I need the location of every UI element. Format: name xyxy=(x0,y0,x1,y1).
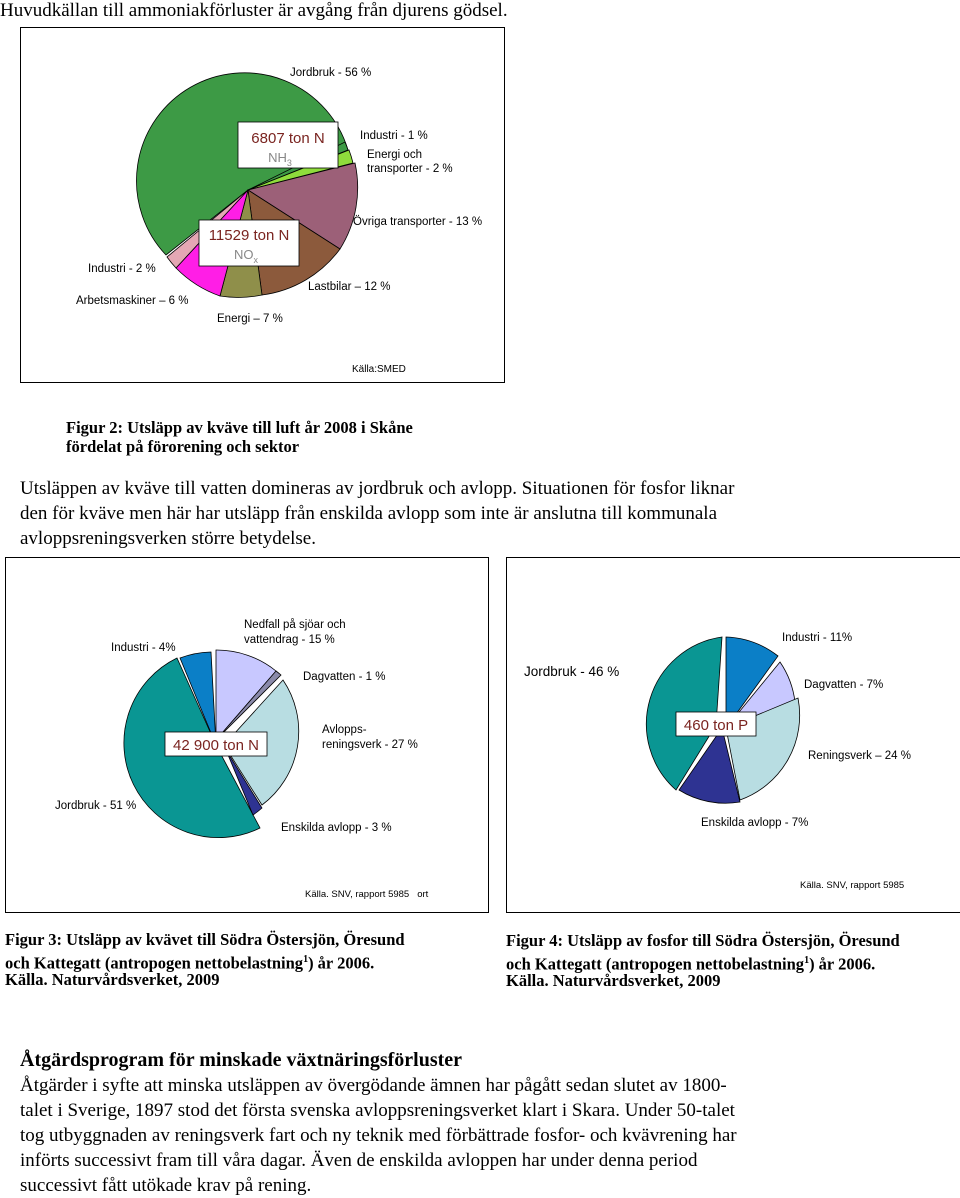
nh3-center-label: $NH_3$ xyxy=(268,150,292,168)
label-lastbilar: Lastbilar – 12 % xyxy=(308,281,391,293)
body-p1-line3: avloppsreningsverken större betydelse. xyxy=(20,528,316,549)
figure3-caption-line1: Figur 3: Utsläpp av kvävet till Södra Östersjön, Öresund xyxy=(5,930,405,949)
label-avlopp-1: Avlopps- xyxy=(322,724,367,736)
label-energi-transporter-2: transporter - 2 % xyxy=(367,163,453,175)
label-reningsverk: Reningsverk – 24 % xyxy=(808,750,911,762)
label-industri-nh3: Industri - 1 % xyxy=(360,130,428,142)
label-industri: Industri - 4% xyxy=(111,642,176,654)
figure4-caption-line2: och Kattegatt (antropogen nettobelastning$^1$) år 2006. xyxy=(506,954,876,974)
label-energi-transporter-1: Energi och xyxy=(367,149,422,161)
figure3-caption-line2: och Kattegatt (antropogen nettobelastning$^1$) år 2006. xyxy=(5,953,375,973)
figure4-caption-line1: Figur 4: Utsläpp av fosfor till Södra Östersjön, Öresund xyxy=(506,931,900,950)
label-dagvatten: Dagvatten - 1 % xyxy=(303,671,386,683)
figure4-caption-line3: Källa. Naturvårdsverket, 2009 xyxy=(506,971,721,990)
label-enskilda: Enskilda avlopp - 3 % xyxy=(281,822,392,834)
figure2-caption-line1: Figur 2: Utsläpp av kväve till luft år 2008 i Skåne xyxy=(66,418,413,437)
label-enskilda: Enskilda avlopp - 7% xyxy=(701,817,809,829)
figure2-source: Källa:SMED xyxy=(352,364,406,375)
body-p1-line1: Utsläppen av kväve till vatten domineras av jordbruk och avlopp. Situationen för fosfor liknar xyxy=(20,478,735,499)
label-nedfall-1: Nedfall på sjöar och xyxy=(244,619,346,631)
label-arbetsmaskiner: Arbetsmaskiner – 6 % xyxy=(76,295,189,307)
label-ovriga: Övriga transporter - 13 % xyxy=(353,216,483,228)
figure4-center-value: 460 ton P xyxy=(683,717,749,734)
label-nedfall-2: vattendrag - 15 % xyxy=(244,634,335,646)
label-avlopp-2: reningsverk - 27 % xyxy=(322,739,418,751)
label-industri-nox: Industri - 2 % xyxy=(88,263,156,275)
label-industri: Industri - 11% xyxy=(782,632,853,644)
figure2-caption-line2: fördelat på förorening och sektor xyxy=(66,437,300,456)
label-jordbruk: Jordbruk - 46 % xyxy=(524,664,620,679)
figure3-center-value: 42 900 ton N xyxy=(173,737,259,754)
body-p1-line2: den för kväve men här har utsläpp från enskilda avlopp som inte är anslutna till kommunala xyxy=(20,503,717,524)
label-jordbruk: Jordbruk - 56 % xyxy=(290,67,372,79)
section-line1: Åtgärder i syfte att minska utsläppen av övergödande ämnen har pågått sedan slutet av 1800- xyxy=(20,1075,727,1096)
section-line3: tog utbyggnaden av reningsverk fart och ny teknik med förbättrade fosfor- och kvävrening har xyxy=(20,1125,737,1146)
nox-center-value: 11529 ton N xyxy=(208,227,290,244)
label-dagvatten: Dagvatten - 7% xyxy=(804,679,884,691)
section-line5: successivt fått utökade krav på rening. xyxy=(20,1175,312,1196)
section-line4: införts successivt fram till våra dagar. Även de enskilda avloppen har under denna period xyxy=(20,1150,698,1171)
figure3-source: Källa. SNV, rapport 5985 ort xyxy=(305,889,429,900)
label-jordbruk: Jordbruk - 51 % xyxy=(55,800,137,812)
label-energi: Energi – 7 % xyxy=(217,313,283,325)
section-heading: Åtgärdsprogram för minskade växtnäringsförluster xyxy=(20,1049,463,1071)
figure3-caption-line3: Källa. Naturvårdsverket, 2009 xyxy=(5,970,220,989)
intro-text: Huvudkällan till ammoniakförluster är avgång från djurens gödsel. xyxy=(0,0,508,21)
figure4-source: Källa. SNV, rapport 5985 xyxy=(800,880,905,891)
nh3-center-value: 6807 ton N xyxy=(251,130,325,147)
section-line2: talet i Sverige, 1897 stod det första svenska avloppsreningsverket klart i Skara. Under 50-talet xyxy=(20,1100,735,1121)
nox-center-label: $NO_x$ xyxy=(234,247,258,265)
